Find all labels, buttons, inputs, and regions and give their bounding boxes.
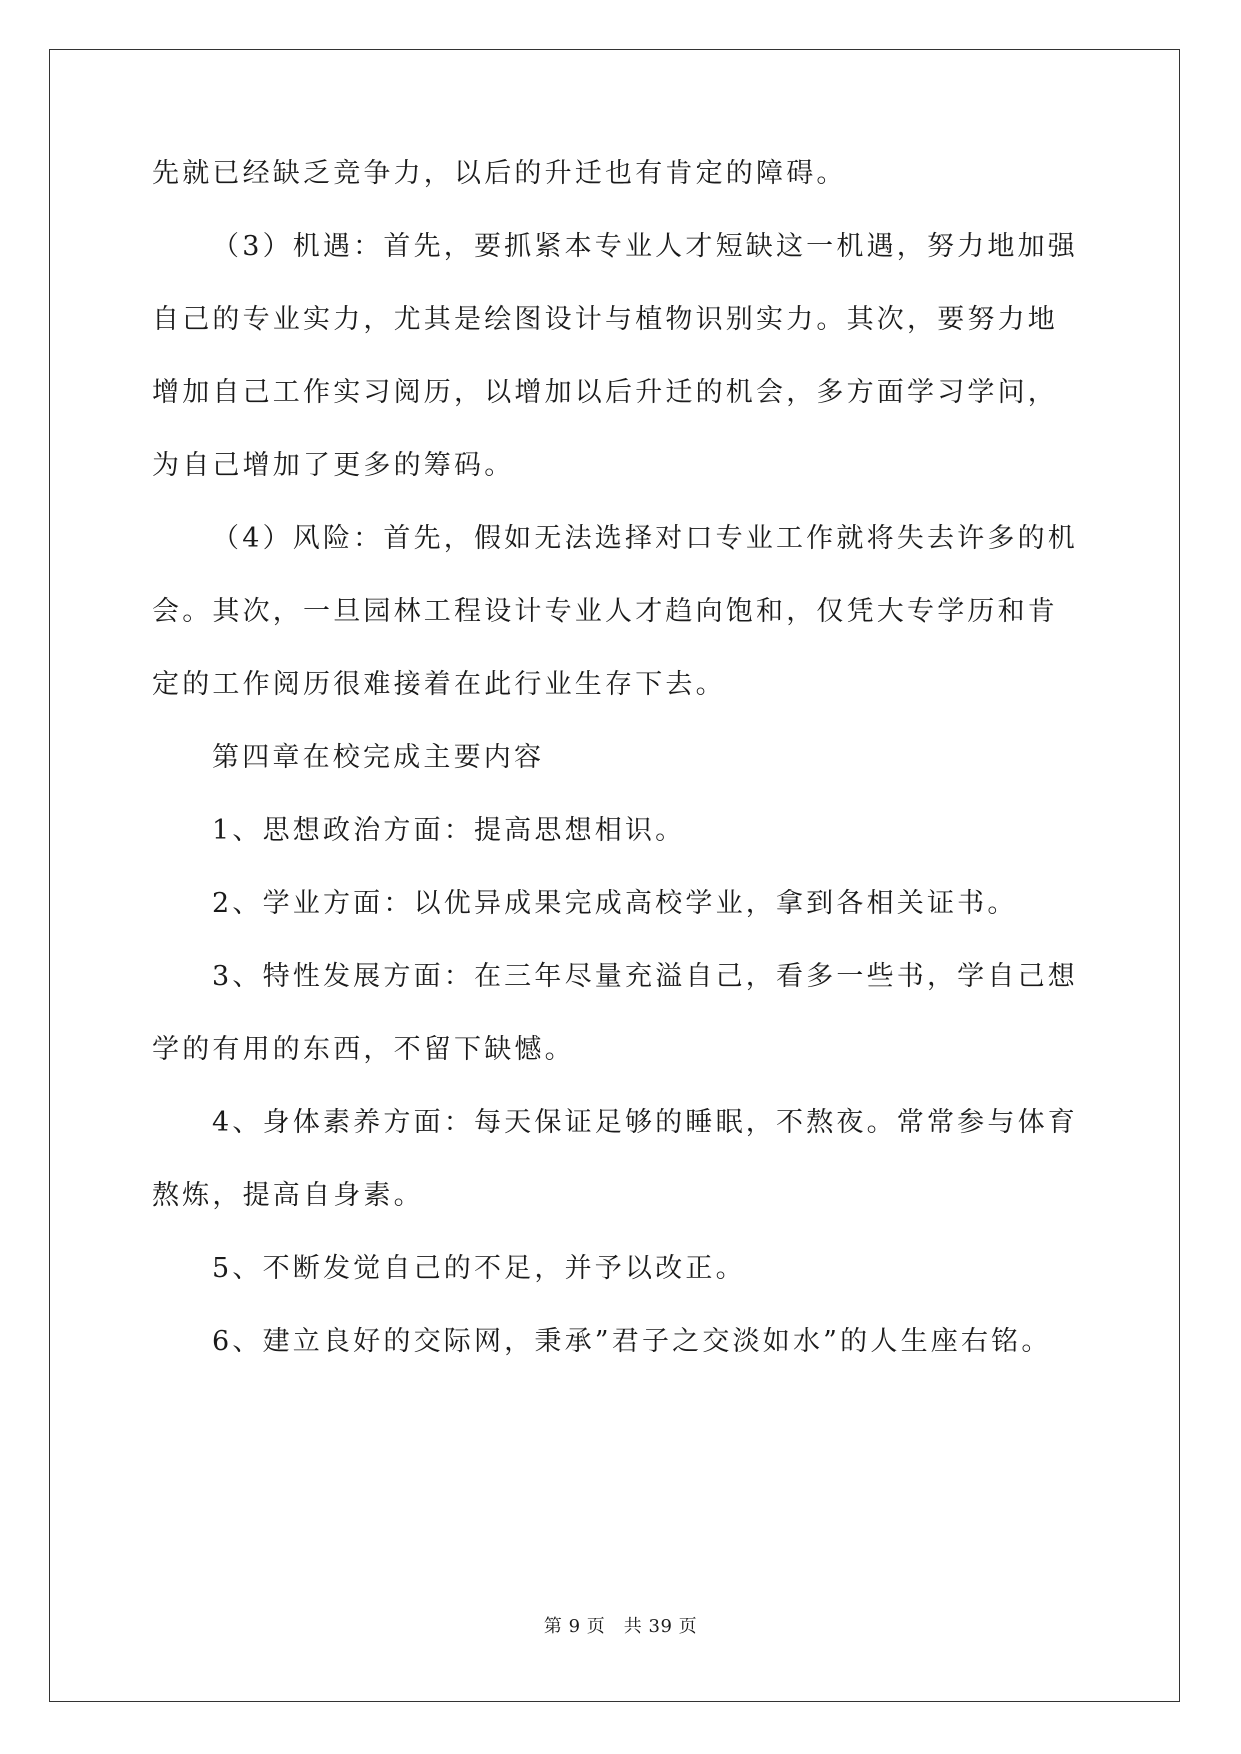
text-line: 先就已经缺乏竞争力，以后的升迁也有肯定的障碍。 — [152, 158, 847, 189]
list-item: 4、身体素养方面：每天保证足够的睡眠，不熬夜。常常参与体育 — [212, 1107, 1078, 1138]
text-line: 为自己增加了更多的筹码。 — [152, 450, 515, 481]
text-line: （4）风险：首先，假如无法选择对口专业工作就将失去许多的机 — [212, 523, 1078, 554]
list-item: 6、建立良好的交际网，秉承”君子之交淡如水”的人生座右铭。 — [212, 1326, 1052, 1357]
text-line: 定的工作阅历很难接着在此行业生存下去。 — [152, 669, 726, 700]
list-item: 1、思想政治方面：提高思想相识。 — [212, 815, 686, 846]
list-item: 3、特性发展方面：在三年尽量充溢自己，看多一些书，学自己想 — [212, 961, 1078, 992]
text-line: 增加自己工作实习阅历，以增加以后升迁的机会，多方面学习学问， — [152, 377, 1058, 408]
page-border — [49, 49, 1180, 1702]
text-line: 学的有用的东西，不留下缺憾。 — [152, 1034, 575, 1065]
chapter-heading: 第四章在校完成主要内容 — [212, 742, 545, 773]
text-line: 熬炼，提高自身素。 — [152, 1180, 424, 1211]
list-item: 2、学业方面：以优异成果完成高校学业，拿到各相关证书。 — [212, 888, 1018, 919]
text-line: 自己的专业实力，尤其是绘图设计与植物识别实力。其次，要努力地 — [152, 304, 1058, 335]
text-line: 会。其次，一旦园林工程设计专业人才趋向饱和，仅凭大专学历和肯 — [152, 596, 1058, 627]
text-line: （3）机遇：首先，要抓紧本专业人才短缺这一机遇，努力地加强 — [212, 231, 1078, 262]
page-number-footer: 第 9 页 共 39 页 — [543, 1616, 698, 1637]
list-item: 5、不断发觉自己的不足，并予以改正。 — [212, 1253, 746, 1284]
